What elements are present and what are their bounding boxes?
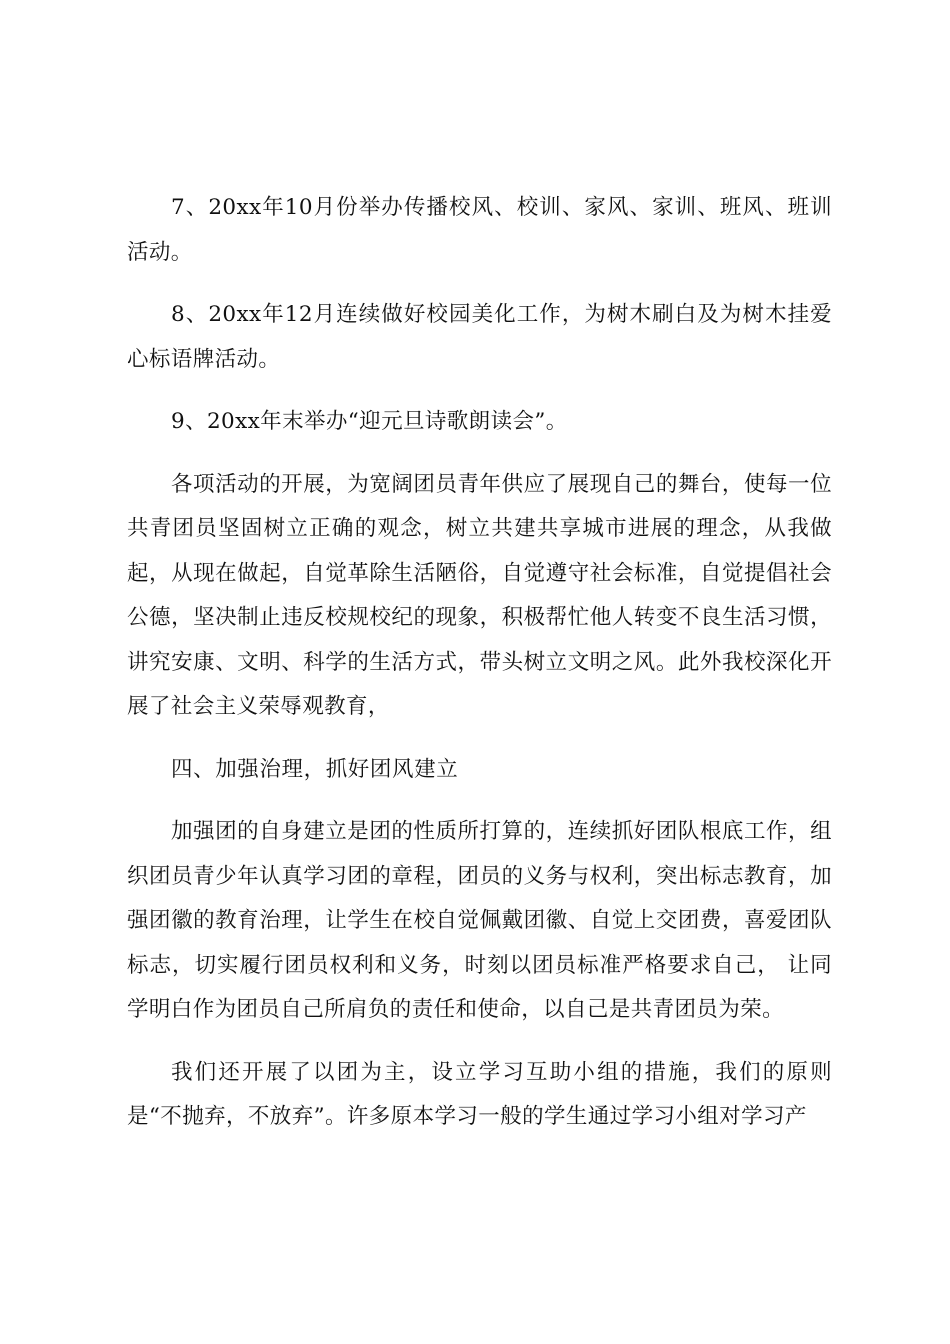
section-heading-four: 四、加强治理，抓好团风建立: [171, 756, 459, 782]
list-item-activity-9: 9、20xx年末举办“迎元旦诗歌朗读会”。: [171, 409, 568, 434]
list-item-activity-7: 7、20xx年10月份举办传播校风、校训、家风、家训、班风、班训活动。: [127, 195, 832, 265]
document-body: [127, 186, 832, 1140]
paragraph-study-groups: 我们还开展了以团为主，设立学习互助小组的措施，我们的原则是“不抛弃，不放弃”。许多原本学习一般的学生通过学习小组对学习产: [127, 1059, 832, 1129]
list-item-activity-8: 8、20xx年12月连续做好校园美化工作，为树木刷白及为树木挂爱心标语牌活动。: [127, 302, 832, 372]
paragraph-activities-summary: 各项活动的开展，为宽阔团员青年供应了展现自己的舞台，使每一位共青团员坚固树立正确的观念，树立共建共享城市进展的理念，从我做起，从现在做起，自觉革除生活陋俗，自觉遵守社会标准，自觉提倡社会公德，坚决制止违反校规校纪的现象，积极帮忙他人转变不良生活习惯，讲究安康、文明、科学的生活方式，带头树立文明之风。此外我校深化开展了社会主义荣辱观教育，: [127, 471, 832, 719]
paragraph-team-building: 加强团的自身建立是团的性质所打算的，连续抓好团队根底工作，组织团员青少年认真学习团的章程，团员的义务与权利，突出标志教育，加强团徽的教育治理，让学生在校自觉佩戴团徽、自觉上交团费，喜爱团队标志，切实履行团员权利和义务，时刻以团员标准严格要求自己， 让同学明白作为团员自己所肩负的责任和使命，以自己是共青团员为荣。: [127, 819, 832, 1022]
